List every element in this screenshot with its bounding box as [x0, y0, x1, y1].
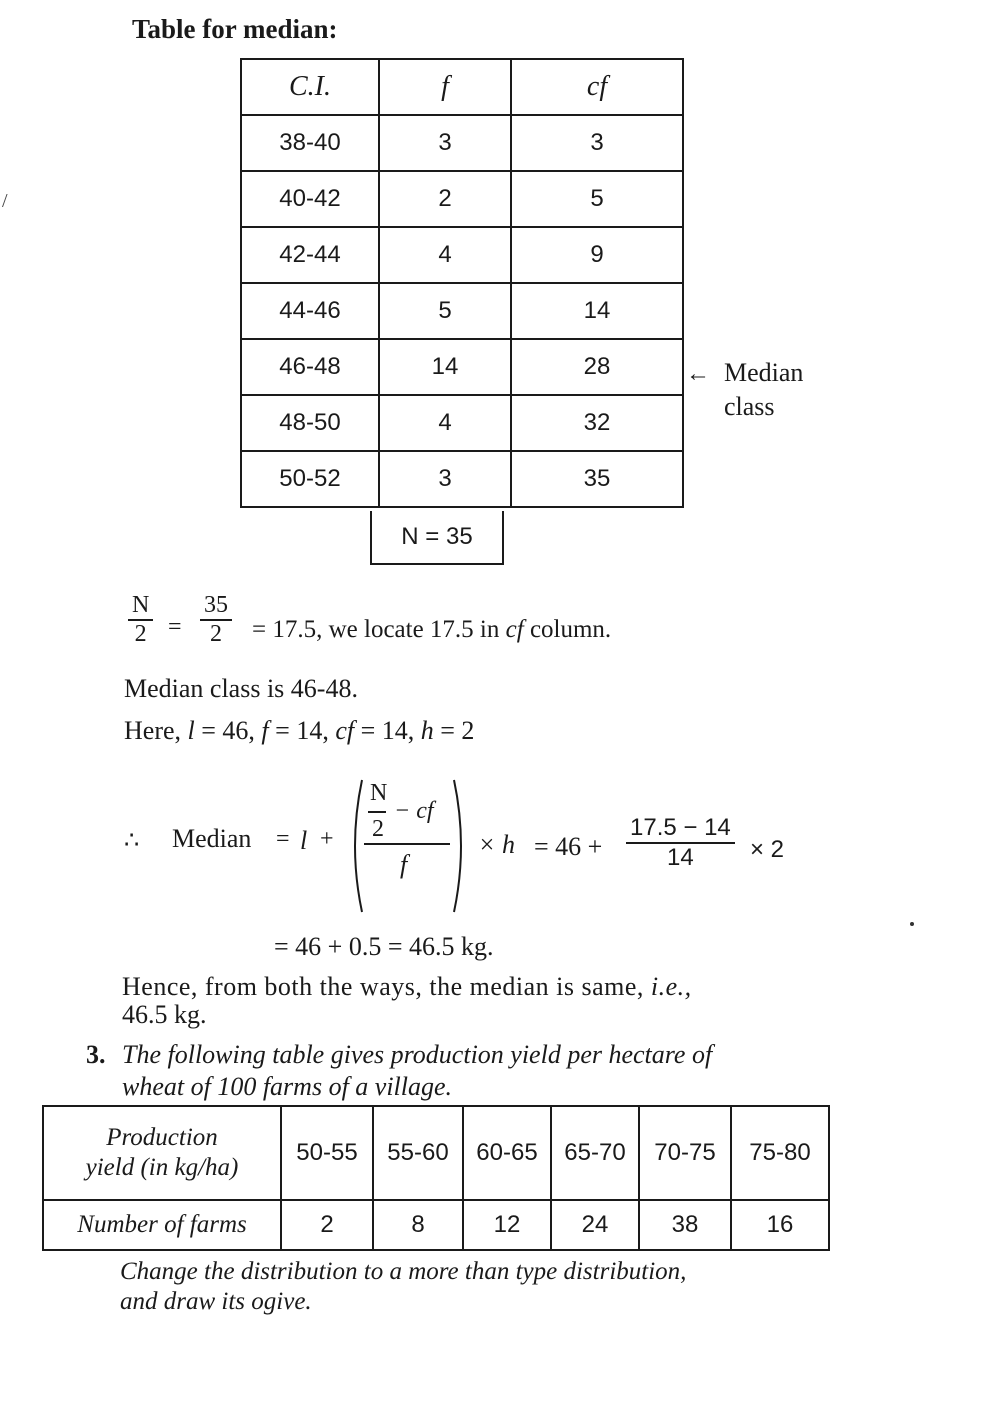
formula-result: = 46 + 0.5 = 46.5 kg.: [274, 932, 494, 961]
cell-f: 3: [379, 451, 511, 507]
table-header-row: [241, 59, 683, 115]
cell-cf: 14: [511, 283, 683, 339]
cell-f: 5: [379, 283, 511, 339]
section-heading: Table for median:: [132, 14, 338, 44]
formula-plus: +: [320, 826, 334, 852]
yield-cell: 50-55: [281, 1106, 373, 1200]
var-f: f: [261, 716, 269, 745]
minus-cf: − cf: [394, 798, 434, 824]
median-class-statement: Median class is 46-48.: [124, 674, 358, 703]
frac-num: N: [132, 592, 150, 618]
frac-num: 17.5 − 14: [630, 814, 731, 841]
stray-dot: [910, 922, 914, 926]
cell-ci: 48-50: [241, 395, 379, 451]
formula-parentheses: [346, 776, 472, 916]
val-cf: = 14,: [360, 716, 415, 745]
yield-cell: 60-65: [463, 1106, 551, 1200]
yield-cell: 75-80: [731, 1106, 829, 1200]
table-row: [241, 451, 683, 507]
conclusion-line-2: 46.5 kg.: [122, 1000, 207, 1029]
val-h: = 2: [440, 716, 475, 745]
locate-b: column.: [529, 616, 612, 643]
median-label: Median: [172, 824, 252, 853]
cell-cf: 35: [511, 451, 683, 507]
frac-den: 14: [626, 842, 735, 872]
here-prefix: Here,: [124, 716, 182, 745]
header-f: f: [379, 59, 511, 115]
median-class-label-1: Median: [724, 358, 804, 387]
locate-text: [252, 616, 611, 644]
equals-sign: =: [168, 614, 182, 640]
cell-cf: 3: [511, 115, 683, 171]
yield-cell: 65-70: [551, 1106, 639, 1200]
yield-label: [43, 1106, 281, 1200]
right-paren: [454, 780, 461, 912]
table-row: [241, 395, 683, 451]
farms-cell: 16: [731, 1200, 829, 1250]
conclusion-line-1: [122, 972, 692, 1002]
therefore-symbol: ∴: [124, 828, 140, 854]
yield-row: [43, 1106, 829, 1200]
table-row-median-class: [241, 339, 683, 395]
locate-cf: cf: [505, 616, 524, 643]
farms-label: Number of farms: [43, 1200, 281, 1250]
cell-cf: 28: [511, 339, 683, 395]
total-frequency: N = 35: [370, 511, 504, 565]
conclusion-text: Hence, from both the ways, the median is same,: [122, 972, 644, 1001]
cell-f: 4: [379, 395, 511, 451]
cell-ci: 50-52: [241, 451, 379, 507]
table-row: [241, 227, 683, 283]
inner-num-n: N: [370, 780, 388, 806]
question-line-2: wheat of 100 farms of a village.: [122, 1072, 453, 1101]
cell-f: 4: [379, 227, 511, 283]
median-class-label-2: class: [724, 392, 775, 421]
locate-a: = 17.5, we locate 17.5 in: [252, 616, 500, 643]
header-ci: C.I.: [241, 59, 379, 115]
fraction-rhs: [626, 814, 735, 872]
val-f: = 14,: [275, 716, 329, 745]
median-table: [240, 58, 684, 508]
farm-table: [42, 1105, 830, 1251]
left-paren: [355, 780, 362, 912]
cell-cf: 9: [511, 227, 683, 283]
outer-den-f: f: [400, 850, 408, 879]
farms-cell: 12: [463, 1200, 551, 1250]
question-number: 3.: [86, 1040, 106, 1069]
cell-ci: 46-48: [241, 339, 379, 395]
margin-mark: /: [2, 190, 8, 212]
question-line-1: The following table gives production yield per hectare of: [122, 1040, 713, 1069]
yield-label-2: yield (in kg/ha): [85, 1154, 239, 1181]
farms-row: [43, 1200, 829, 1250]
farms-cell: 24: [551, 1200, 639, 1250]
cell-cf: 5: [511, 171, 683, 227]
cell-cf: 32: [511, 395, 683, 451]
frac-den: 2: [200, 619, 232, 648]
cell-f: 2: [379, 171, 511, 227]
here-values: [124, 716, 474, 746]
conclusion-ie: i.e.,: [650, 972, 692, 1001]
fraction-n-over-2: [128, 592, 153, 648]
cell-ci: 38-40: [241, 115, 379, 171]
instruction-line-2: and draw its ogive.: [120, 1288, 312, 1315]
cell-f: 14: [379, 339, 511, 395]
cell-ci: 44-46: [241, 283, 379, 339]
val-l: = 46,: [201, 716, 255, 745]
var-h: h: [420, 716, 434, 745]
farms-cell: 38: [639, 1200, 731, 1250]
yield-cell: 70-75: [639, 1106, 731, 1200]
frac-den: 2: [128, 619, 153, 648]
table-row: [241, 115, 683, 171]
times-2: × 2: [750, 836, 785, 863]
var-cf: cf: [335, 716, 355, 745]
table-row: [241, 283, 683, 339]
yield-cell: 55-60: [373, 1106, 463, 1200]
formula-equals: =: [276, 826, 290, 852]
inner-den-2: 2: [372, 816, 384, 842]
cell-ci: 40-42: [241, 171, 379, 227]
frac-num: 35: [204, 592, 228, 618]
farms-cell: 2: [281, 1200, 373, 1250]
var-l: l: [187, 716, 195, 745]
equals-46-plus: = 46 +: [534, 832, 603, 861]
cell-f: 3: [379, 115, 511, 171]
median-class-arrow: ←: [686, 360, 710, 387]
instruction-line-1: Change the distribution to a more than type distribution,: [120, 1258, 687, 1285]
yield-label-1: Production: [106, 1124, 218, 1151]
formula-l: l: [300, 826, 308, 855]
times-h: × h: [478, 830, 516, 859]
table-row: [241, 171, 683, 227]
farms-cell: 8: [373, 1200, 463, 1250]
header-cf: cf: [511, 59, 683, 115]
fraction-35-over-2: [200, 592, 232, 648]
cell-ci: 42-44: [241, 227, 379, 283]
